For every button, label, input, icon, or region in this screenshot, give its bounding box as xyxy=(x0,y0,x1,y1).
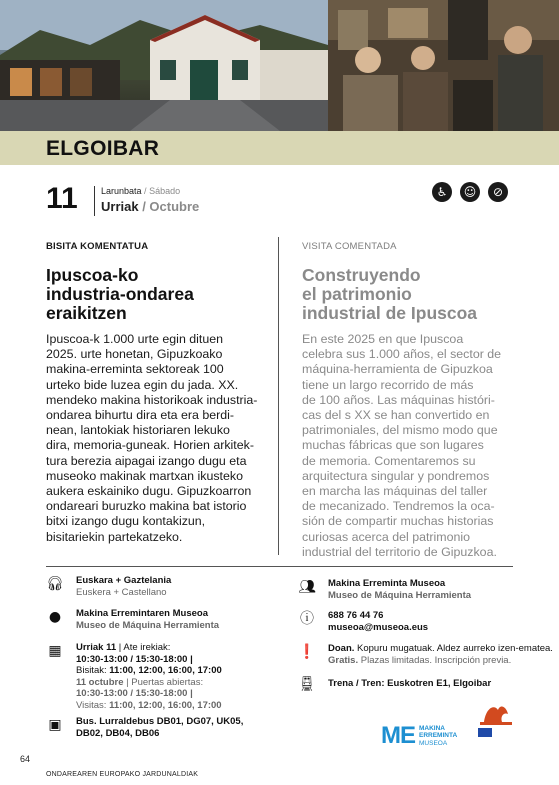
schedule-open-label-es: Puertas abiertas: xyxy=(131,676,204,688)
schedule-date-eu: Urriak 11 xyxy=(76,642,117,653)
booking-note-eu: Kopuru mugatuak. Aldez aurreko izen-ematea. xyxy=(354,643,553,654)
event-day-number: 11 xyxy=(46,182,78,215)
booking-free-es: Gratis. xyxy=(328,654,359,666)
body-line: aukera eskainiko dugu. Gipuzkoarron xyxy=(46,484,252,499)
language-eu: Euskara + Gaztelania xyxy=(76,575,172,586)
weekday-es: Sábado xyxy=(149,186,181,196)
description-es xyxy=(302,332,514,560)
train-icon: 🚆︎ xyxy=(298,676,316,692)
town-name: ELGOIBAR xyxy=(46,137,160,160)
organizer-es: Museo de Máquina Herramienta xyxy=(328,589,472,601)
footer-label: ONDAREAREN EUROPAKO JARDUNALDIAK xyxy=(46,771,199,778)
organizer-info xyxy=(298,578,471,601)
title-line: eraikitzen xyxy=(46,303,127,323)
month xyxy=(101,199,199,214)
me-logo-line: ERREMINTA xyxy=(419,732,458,740)
eu-flag-icon xyxy=(478,728,492,737)
weekday xyxy=(101,186,180,196)
train-value: Euskotren E1, Elgoibar xyxy=(384,678,492,689)
booking-free-eu: Doan. xyxy=(328,643,355,654)
place-info xyxy=(46,608,219,631)
me-logo-line: MUSEOA xyxy=(419,739,448,747)
month-separator: / xyxy=(138,199,150,214)
schedule-hours-eu: 10:30-13:00 / 15:30-18:00 | xyxy=(76,653,193,665)
weekday-separator: / xyxy=(141,186,150,196)
title-line: Ipuscoa-ko xyxy=(46,265,139,285)
title-line: industrial de Ipuscoa xyxy=(302,303,478,323)
body-line: bitxi izango dugu kontakizun, xyxy=(46,514,206,529)
body-line: urteko bide luzea egin du jada. XX. xyxy=(46,377,239,392)
title-line: el patrimonio xyxy=(302,284,412,304)
body-line: en marcha las máquinas del taller xyxy=(302,484,488,499)
body-line: En este 2025 en que Ipuscoa xyxy=(302,332,464,346)
speech-alert-icon: ❗ xyxy=(298,644,316,660)
body-line: ondarea bihurtu dira eta era berdi- xyxy=(46,408,235,423)
schedule-visits-label-es: Visitas: xyxy=(76,699,110,711)
place-eu: Makina Erremintaren Museoa xyxy=(76,608,208,619)
body-line: sión de compartir muchas historias xyxy=(302,514,494,529)
wheelchair-icon: ♿ xyxy=(432,182,452,202)
calendar-icon: ▦ xyxy=(48,643,62,659)
month-eu: Urriak xyxy=(101,199,139,214)
body-line: 2025. urte honetan, Gipuzkoako xyxy=(46,347,223,362)
schedule-hours-es: 10:30-13:00 / 15:30-18:00 | xyxy=(76,688,193,699)
me-logo-text xyxy=(419,725,457,748)
month-es: Octubre xyxy=(149,199,200,214)
accessibility-icons xyxy=(432,182,508,202)
body-line: de 100 años. Las máquinas históri- xyxy=(302,392,495,407)
body-line: Ipuscoa-k 1.000 urte egin dituen xyxy=(46,332,224,346)
me-logo-mark: ME xyxy=(381,722,415,749)
body-line: mendeko makina historikoak industria- xyxy=(46,392,258,407)
town-header xyxy=(0,131,559,165)
weekday-eu: Larunbata xyxy=(101,186,142,196)
column-divider xyxy=(278,237,279,555)
language-info xyxy=(46,575,171,598)
organizer-eu: Makina Erreminta Museoa xyxy=(328,578,446,589)
train-info xyxy=(298,675,491,693)
body-line: cas del s XX se han convertido en xyxy=(302,408,490,423)
bus-lines-cont: DB02, DB04, DB06 xyxy=(76,727,160,739)
title-line: industria-ondarea xyxy=(46,284,194,304)
booking-info xyxy=(298,643,553,666)
page-number: 64 xyxy=(20,754,31,764)
body-line: industrial del territorio de Gipuzkoa. xyxy=(302,544,497,559)
info-icon: ⓘ xyxy=(300,611,314,627)
body-line: celebra sus 1.000 años, el sector de xyxy=(302,347,502,362)
bus-icon: ▣ xyxy=(48,717,62,733)
booking-note-es: Plazas limitadas. Inscripción previa. xyxy=(358,654,512,666)
spanish-column xyxy=(302,241,514,560)
body-line: nean, lantokiak historiaren lekuko xyxy=(46,423,230,438)
header-photos xyxy=(0,0,559,131)
body-line: de mecanizado. Tendremos la oca- xyxy=(302,499,495,514)
schedule-visits-es: 11:00, 12:00, 16:00, 17:00 xyxy=(109,699,222,711)
body-line: makina-erreminta sektoreak 100 xyxy=(46,362,224,377)
basque-column xyxy=(46,241,276,545)
schedule-separator: | xyxy=(116,642,124,653)
body-line: tura berezia aipagai izango dugu eta xyxy=(46,453,247,468)
head-brain-icon: ☺ xyxy=(460,182,480,202)
schedule-info xyxy=(46,642,222,711)
kicker-eu: BISITA KOMENTATUA xyxy=(46,241,149,252)
body-line: patrimoniales, del mismo modo que xyxy=(302,423,498,438)
schedule-visits-label-eu: Bisitak: xyxy=(76,665,110,676)
contact-phone[interactable]: 688 76 44 76 xyxy=(328,610,384,621)
body-line: arquitectura singular y pondremos xyxy=(302,468,490,483)
schedule-open-label-eu: Ate irekiak: xyxy=(123,642,171,653)
body-line: museoko makinak martxan ikusteko xyxy=(46,468,243,483)
place-es: Museo de Máquina Herramienta xyxy=(76,619,220,631)
title-eu xyxy=(46,266,276,323)
body-line: bisitariekin partekatzeko. xyxy=(46,529,183,544)
section-rule xyxy=(46,566,513,567)
body-line: muchas fábricas que son lugares xyxy=(302,438,484,453)
no-accessible-icon: ⊘ xyxy=(488,182,508,202)
body-line: máquina-herramienta de Gipuzkoa xyxy=(302,362,493,377)
date-divider xyxy=(94,186,95,216)
body-line: curiosas acerca del patrimonio xyxy=(302,529,471,544)
title-line: Construyendo xyxy=(302,265,421,285)
title-es xyxy=(302,266,514,323)
bus-info xyxy=(46,716,243,739)
museum-logo xyxy=(381,722,457,750)
body-line: tiene un largo recorrido de más xyxy=(302,377,474,392)
schedule-visits-eu: 11:00, 12:00, 16:00, 17:00 xyxy=(109,665,222,676)
schedule-date-es: 11 octubre xyxy=(76,676,124,688)
body-line: dira, memoria-guneak. Horien arkitek- xyxy=(46,438,254,453)
description-eu xyxy=(46,332,276,545)
schedule-separator: | xyxy=(123,676,132,688)
language-es: Euskera + Castellano xyxy=(76,586,167,598)
bus-lines: Bus. Lurraldebus DB01, DG07, UK05, xyxy=(76,716,244,727)
contact-info xyxy=(298,610,428,633)
contact-email[interactable]: museoa@museoa.eus xyxy=(328,621,429,633)
people-icon: 👥︎ xyxy=(298,579,316,595)
body-line: ondareari buruzko makina bat istorio xyxy=(46,499,247,514)
body-line: de memoria. Comentaremos su xyxy=(302,453,476,468)
heritage-days-emblem-icon xyxy=(476,700,516,726)
workshop-visit-photo xyxy=(328,0,559,131)
train-label: Trena / Tren: xyxy=(328,678,385,689)
location-pin-icon: ● xyxy=(48,609,62,625)
headphones-icon: 🎧︎ xyxy=(46,576,64,592)
heritage-days-logo xyxy=(476,700,516,744)
kicker-es: VISITA COMENTADA xyxy=(302,241,397,252)
museum-building-photo xyxy=(0,0,328,131)
me-logo-line: MAKINA xyxy=(419,724,445,732)
